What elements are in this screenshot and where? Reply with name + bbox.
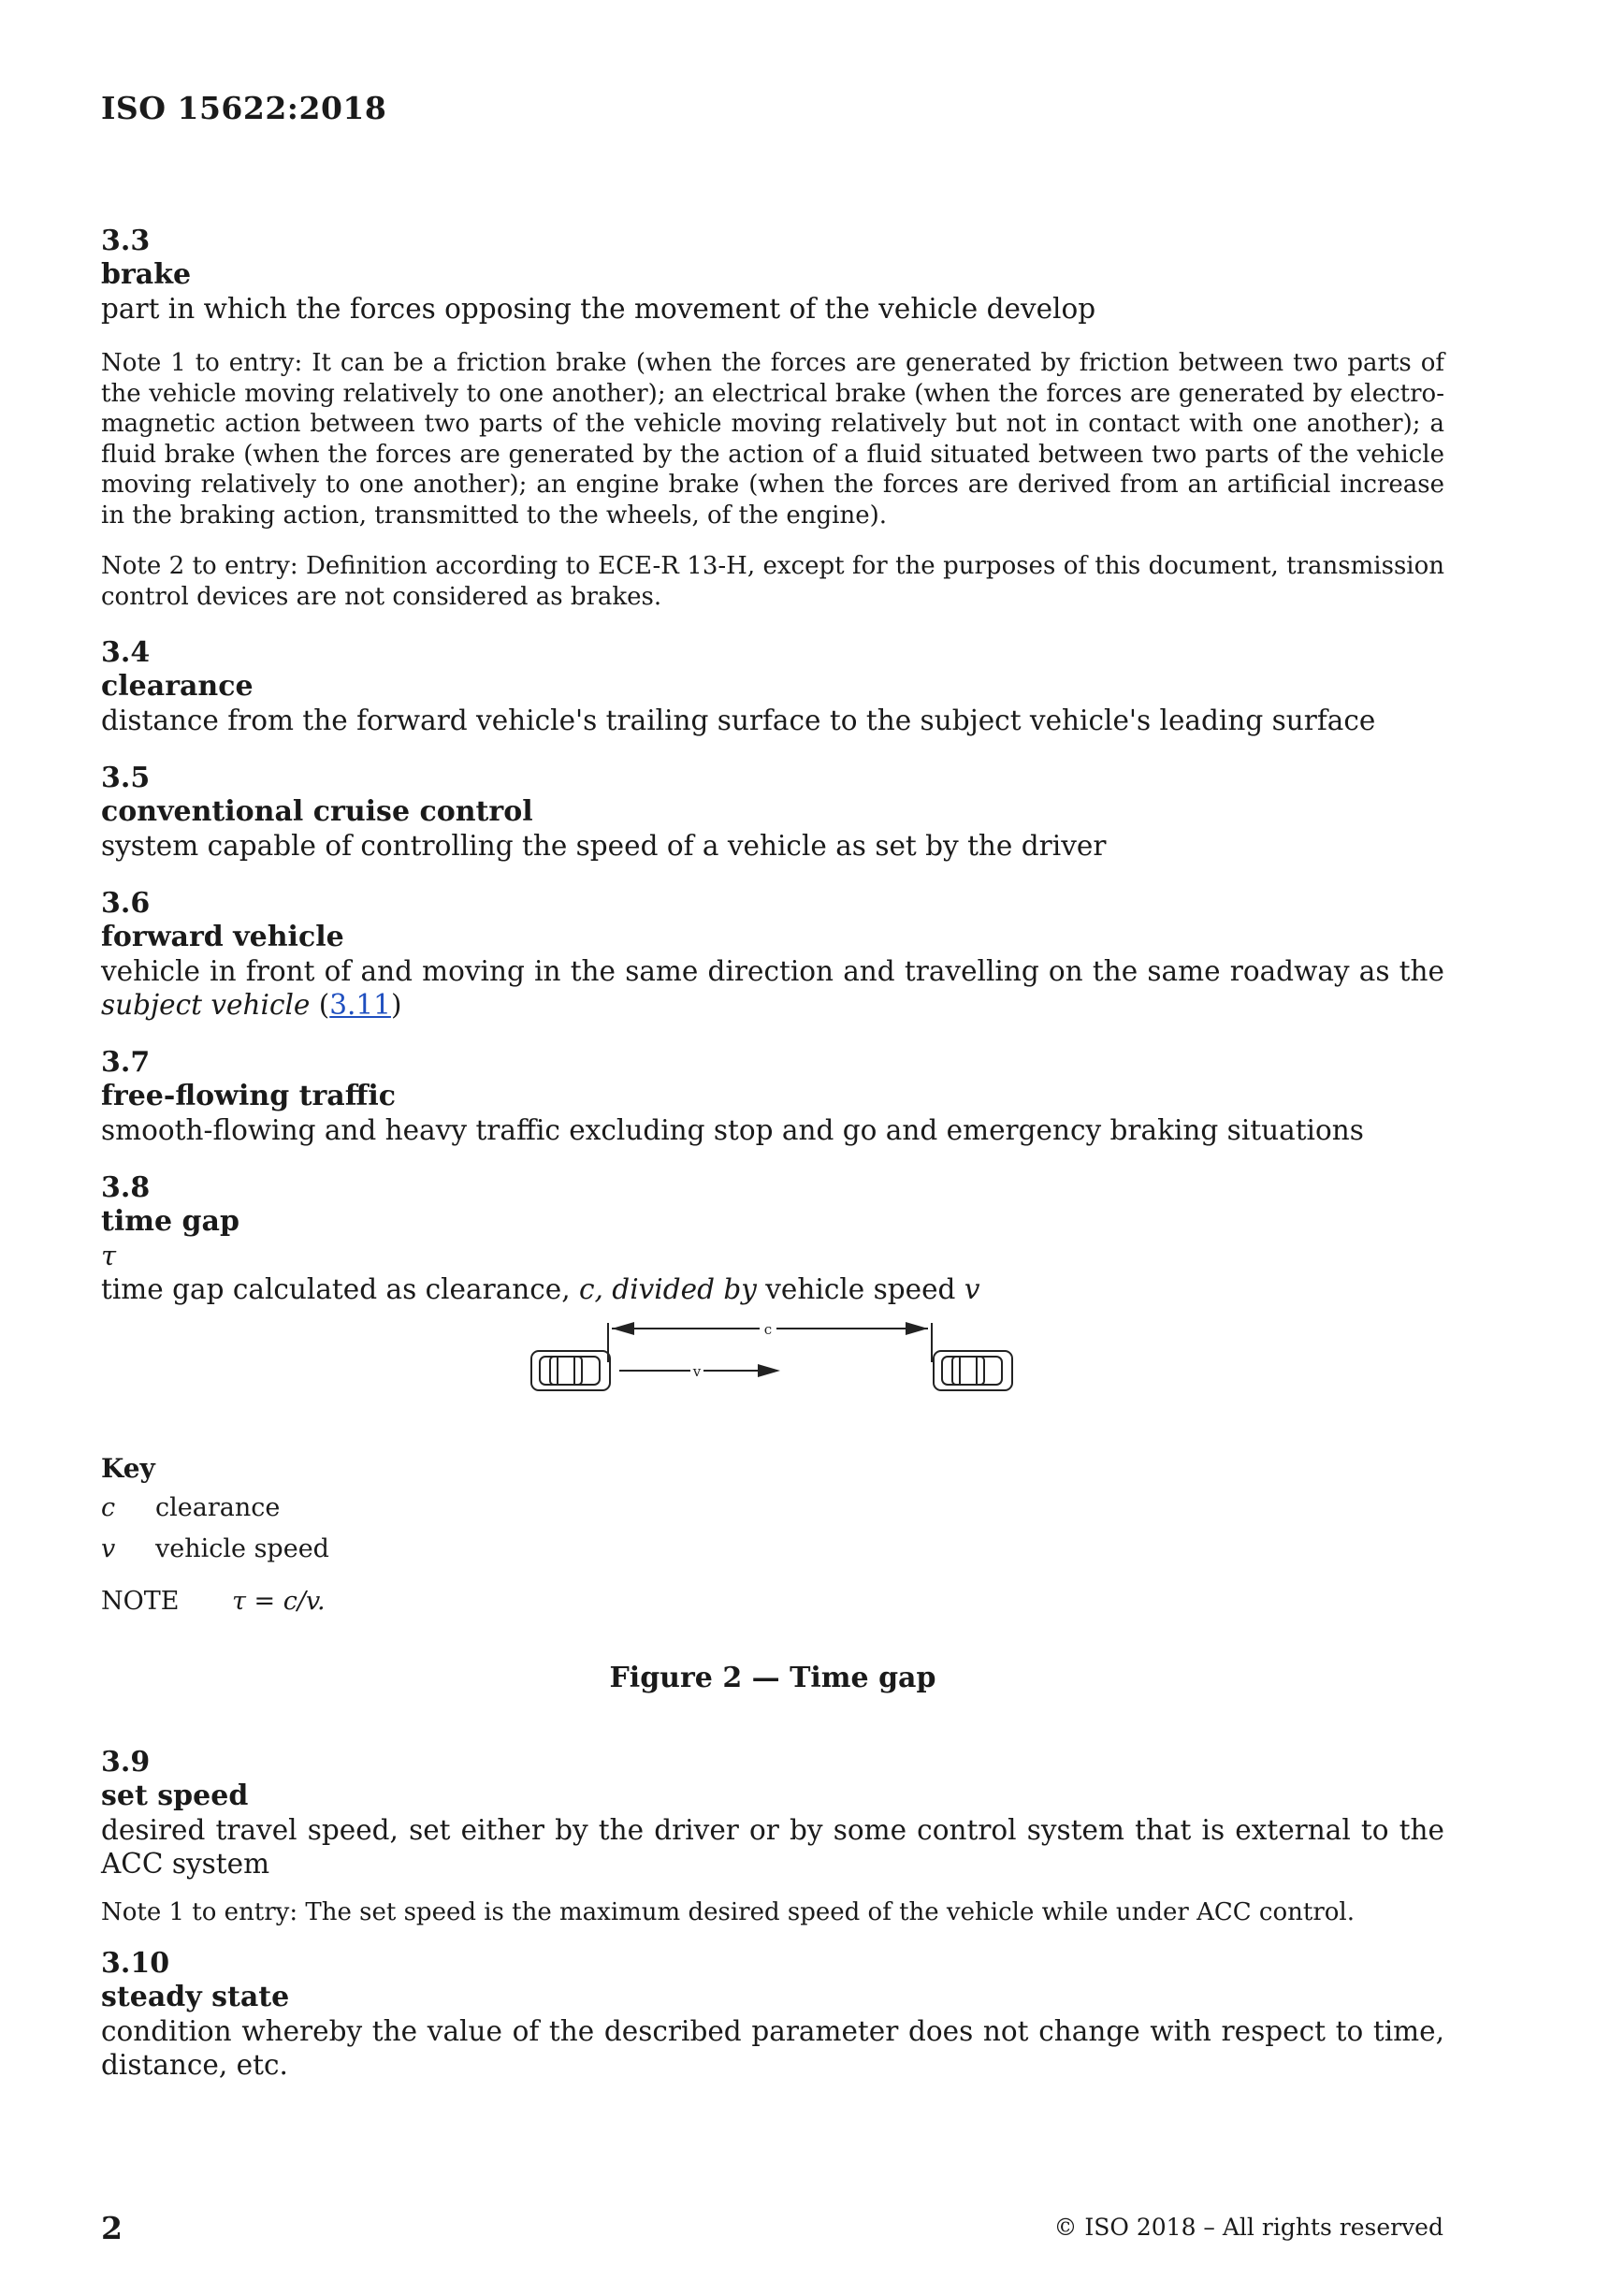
term-definition bbox=[101, 1272, 1444, 1306]
subject-vehicle-icon bbox=[531, 1351, 610, 1390]
definition-text: time gap calculated as clearance, bbox=[101, 1273, 580, 1305]
figure-note-equation: τ = c/v. bbox=[232, 1587, 326, 1616]
term-definition: system capable of controlling the speed of a vehicle as set by the driver bbox=[101, 830, 1107, 862]
figure-caption: Figure 2 — Time gap bbox=[609, 1662, 936, 1694]
term-number: 3.10 bbox=[101, 1946, 170, 1980]
term-entry-3-3 bbox=[101, 225, 1444, 612]
terms-content bbox=[101, 225, 1444, 2082]
key-description: vehicle speed bbox=[155, 1534, 329, 1563]
figure-note-label: NOTE bbox=[101, 1587, 180, 1616]
term-number: 3.9 bbox=[101, 1746, 151, 1779]
term-name: brake bbox=[101, 258, 192, 291]
term-name: forward vehicle bbox=[101, 921, 344, 953]
note-to-entry: Note 1 to entry: It can be a friction brake (when the forces are generated by friction between two parts of the vehicle moving relatively to one another); an electrical brake (when the forces are generated by electro-magnetic action between two parts of the vehicle moving relatively but not in contact with one another); a fluid brake (when the forces are generated by the action of a fluid situated between two parts of the vehicle moving relatively to one another); an engine brake (when the forces are derived from an artificial increase in the braking action, transmitted to the wheels, of the engine). bbox=[101, 349, 1444, 530]
definition-text: vehicle speed bbox=[756, 1273, 964, 1305]
key-symbol: c bbox=[101, 1493, 116, 1522]
term-definition: desired travel speed, set either by the driver or by some control system that is external to the ACC system bbox=[101, 1814, 1444, 1880]
forward-vehicle-icon bbox=[934, 1351, 1012, 1390]
term-definition: distance from the forward vehicle's trailing surface to the subject vehicle's leading surface bbox=[101, 704, 1376, 736]
definition-italic-text: c, divided by bbox=[579, 1273, 757, 1305]
term-number: 3.3 bbox=[101, 225, 151, 257]
speed-arrowhead bbox=[758, 1364, 780, 1377]
term-number: 3.7 bbox=[101, 1046, 151, 1079]
term-name: clearance bbox=[101, 670, 254, 703]
term-name: conventional cruise control bbox=[101, 795, 533, 828]
figure-note bbox=[101, 1581, 1444, 1622]
term-number: 3.4 bbox=[101, 636, 151, 669]
copyright-notice: © ISO 2018 – All rights reserved bbox=[1053, 2214, 1443, 2241]
page-number: 2 bbox=[101, 2210, 123, 2246]
arrowhead-right bbox=[906, 1322, 928, 1335]
definition-italic-text: v bbox=[964, 1273, 980, 1305]
term-entry-3-5 bbox=[101, 762, 1444, 863]
key-symbol: v bbox=[101, 1534, 116, 1563]
definition-text: ) bbox=[390, 989, 402, 1021]
cross-reference-link[interactable]: 3.11 bbox=[329, 989, 391, 1021]
term-entry-3-9 bbox=[101, 1746, 1444, 1928]
key-row bbox=[101, 1488, 1444, 1529]
term-entry-3-7 bbox=[101, 1046, 1444, 1147]
figure-key-title: Key bbox=[101, 1453, 155, 1484]
term-definition: condition whereby the value of the described parameter does not change with respect to time, distance, etc. bbox=[101, 2014, 1444, 2081]
arrowhead-left bbox=[612, 1322, 634, 1335]
term-definition: part in which the forces opposing the movement of the vehicle develop bbox=[101, 293, 1096, 325]
term-symbol: τ bbox=[101, 1240, 117, 1271]
term-number: 3.8 bbox=[101, 1171, 151, 1204]
clearance-label: c bbox=[763, 1321, 773, 1338]
term-entry-3-8 bbox=[101, 1171, 1444, 1697]
term-name: time gap bbox=[101, 1205, 239, 1238]
definition-text: ( bbox=[310, 989, 330, 1021]
time-gap-figure bbox=[101, 1306, 1444, 1446]
term-entry-3-10 bbox=[101, 1947, 1444, 2082]
time-gap-diagram bbox=[101, 1306, 1444, 1446]
definition-italic-text: subject vehicle bbox=[101, 989, 311, 1021]
document-id-header: ISO 15622:2018 bbox=[101, 90, 387, 126]
speed-label: v bbox=[692, 1363, 702, 1380]
key-description: clearance bbox=[155, 1493, 281, 1522]
term-entry-3-6 bbox=[101, 887, 1444, 1022]
term-name: set speed bbox=[101, 1779, 249, 1812]
term-name: free-flowing traffic bbox=[101, 1080, 396, 1112]
term-number: 3.5 bbox=[101, 762, 151, 794]
term-number: 3.6 bbox=[101, 887, 151, 920]
term-definition: smooth-flowing and heavy traffic excluding stop and go and emergency braking situations bbox=[101, 1114, 1364, 1146]
term-entry-3-4 bbox=[101, 636, 1444, 737]
note-to-entry: Note 1 to entry: The set speed is the maximum desired speed of the vehicle while under ACC control. bbox=[101, 1898, 1355, 1926]
key-row bbox=[101, 1529, 1444, 1570]
term-name: steady state bbox=[101, 1980, 290, 2013]
note-to-entry: Note 2 to entry: Definition according to ECE-R 13-H, except for the purposes of this document, transmission control devices are not considered as brakes. bbox=[101, 552, 1444, 611]
term-definition bbox=[101, 954, 1444, 1022]
definition-text: vehicle in front of and moving in the same direction and travelling on the same roadway as the bbox=[101, 955, 1444, 987]
